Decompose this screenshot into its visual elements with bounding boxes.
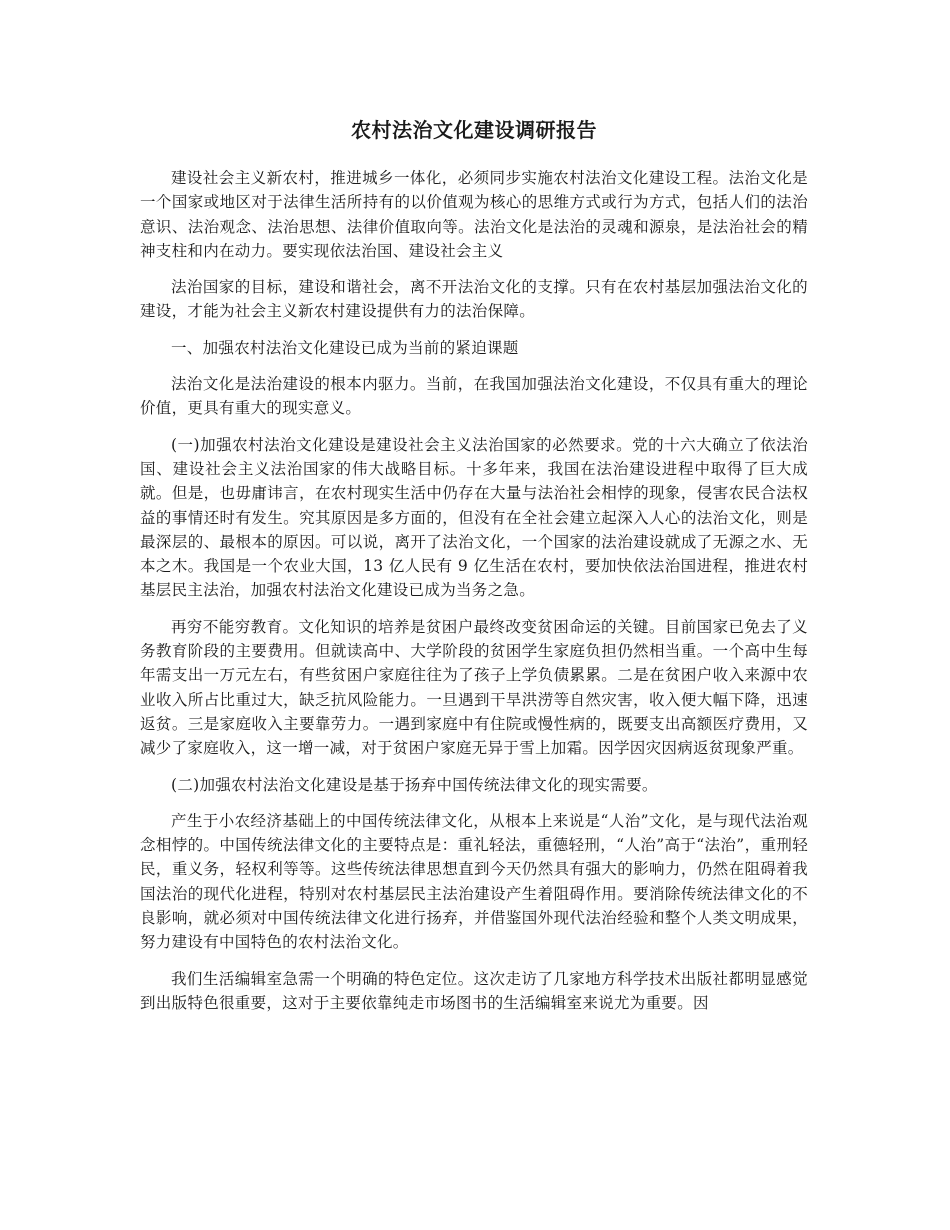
section-heading-1: 一、加强农村法治文化建设已成为当前的紧迫课题 [171,338,519,357]
document-body [140,116,808,1027]
paragraph-driving-force: 法治文化是法治建设的根本内驱力。当前，在我国加强法治文化建设，不仅具有重大的理论价值，更具有重大的现实意义。 [140,375,808,418]
subsection-heading-2: (二)加强农村法治文化建设是基于扬弃中国传统法律文化的现实需要。 [171,775,658,794]
paragraph-editorial: 我们生活编辑室急需一个明确的特色定位。这次走访了几家地方科学技术出版社都明显感觉到出版特色很重要，这对于主要依靠纯走市场图书的生活编辑室来说尤为重要。因 [140,969,808,1012]
paragraph-subsection-1: (一)加强农村法治文化建设是建设社会主义法治国家的必然要求。党的十六大确立了依法治国、建设社会主义法治国家的伟大战略目标。十多年来，我国在法治建设进程中取得了巨大成就。但是，也毋庸讳言，在农村现实生活中仍存在大量与法治社会相悖的现象，侵害农民合法权益的事情还时有发生。究其原因是多方面的，但没有在全社会建立起深入人心的法治文化，则是最深层的、最根本的原因。可以说，离开了法治文化，一个国家的法治建设就成了无源之水、无本之木。我国是一个农业大国，13 亿人民有 9 亿生活在农村，要加快依法治国进程，推进农村基层民主法治，加强农村法治文化建设已成为当务之急。 [140,435,808,600]
paragraph-intro: 建设社会主义新农村，推进城乡一体化，必须同步实施农村法治文化建设工程。法治文化是一个国家或地区对于法律生活所持有的以价值观为核心的思维方式或行为方式，包括人们的法治意识、法治观念、法治思想、法律价值取向等。法治文化是法治的灵魂和源泉，是法治社会的精神支柱和内在动力。要实现依法治国、建设社会主义 [140,169,808,260]
paragraph-goal: 法治国家的目标，建设和谐社会，离不开法治文化的支撑。只有在农村基层加强法治文化的建设，才能为社会主义新农村建设提供有力的法治保障。 [140,278,808,321]
paragraph-traditional-law: 产生于小农经济基础上的中国传统法律文化，从根本上来说是“人治”文化，是与现代法治观念相悖的。中国传统法律文化的主要特点是：重礼轻法，重德轻刑，“人治”高于“法治”，重刑轻民，重义务，轻权利等等。这些传统法律思想直到今天仍然具有强大的影响力，仍然在阻碍着我国法治的现代化进程，特别对农村基层民主法治建设产生着阻碍作用。要消除传统法律文化的不良影响，就必须对中国传统法律文化进行扬弃，并借鉴国外现代法治经验和整个人类文明成果，努力建设有中国特色的农村法治文化。 [140,811,808,952]
document-title: 农村法治文化建设调研报告 [351,118,597,142]
paragraph-education: 再穷不能穷教育。文化知识的培养是贫困户最终改变贫困命运的关键。目前国家已免去了义务教育阶段的主要费用。但就读高中、大学阶段的贫困学生家庭负担仍然相当重。一个高中生每年需支出一万元左右，有些贫困户家庭往往为了孩子上学负债累累。二是在贫困户收入来源中农业收入所占比重过大，缺乏抗风险能力。一旦遇到干旱洪涝等自然灾害，收入便大幅下降，迅速返贫。三是家庭收入主要靠劳力。一遇到家庭中有住院或慢性病的，既要支出高额医疗费用，又减少了家庭收入，这一增一减，对于贫困户家庭无异于雪上加霜。因学因灾因病返贫现象严重。 [140,617,808,758]
